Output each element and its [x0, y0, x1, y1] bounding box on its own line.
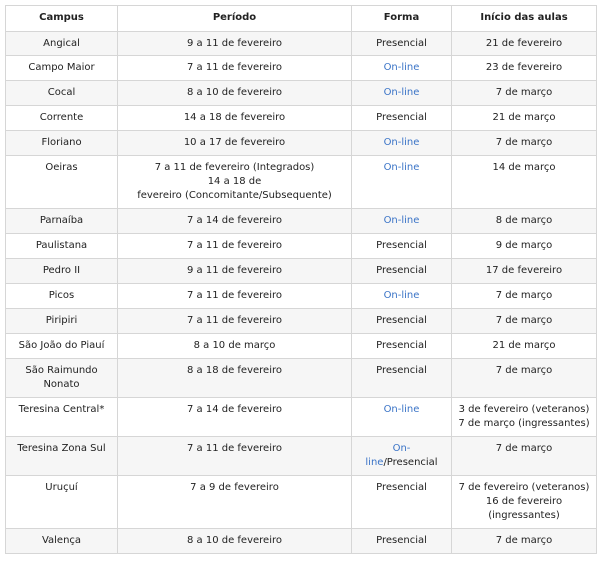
cell-campus-line: Pedro II	[42, 265, 81, 276]
table-row	[6, 81, 597, 106]
cell-campus-line: Nonato	[43, 379, 80, 390]
cell-campus	[6, 234, 118, 259]
table-row	[6, 209, 597, 234]
cell-inicio-line: 21 de março	[492, 340, 556, 351]
cell-forma-line: Presencial	[376, 240, 427, 251]
cell-periodo-line: 7 a 11 de fevereiro (Integrados)	[154, 162, 315, 173]
cell-inicio-line: 7 de março	[495, 87, 553, 98]
cell-campus-line: Corrente	[39, 112, 84, 123]
cell-forma-line: Presencial	[376, 265, 427, 276]
cell-periodo	[118, 209, 352, 234]
cell-campus	[6, 529, 118, 554]
cell-periodo-line: 8 a 18 de fevereiro	[186, 365, 282, 376]
cell-forma	[352, 529, 452, 554]
cell-forma[interactable]	[352, 398, 452, 437]
cell-forma[interactable]	[352, 56, 452, 81]
cell-forma-line[interactable]: On-line	[383, 404, 420, 415]
cell-periodo	[118, 529, 352, 554]
table-row	[6, 156, 597, 209]
cell-forma	[352, 437, 452, 476]
cell-periodo	[118, 32, 352, 56]
cell-forma-line	[356, 456, 447, 470]
cell-forma-line: Presencial	[376, 38, 427, 49]
cell-campus-line: Teresina Zona Sul	[17, 443, 106, 454]
cell-periodo-line: 9 a 11 de fevereiro	[186, 38, 282, 49]
cell-forma	[352, 334, 452, 359]
header-campus: Campus	[6, 6, 118, 32]
cell-forma-line: Presencial	[376, 112, 427, 123]
cell-campus-line: São João do Piauí	[18, 340, 105, 351]
cell-forma-line[interactable]: On-line	[383, 87, 420, 98]
cell-inicio-line: 14 de março	[492, 162, 556, 173]
cell-periodo	[118, 437, 352, 476]
cell-forma-line[interactable]: On-line	[383, 62, 420, 73]
cell-forma	[352, 32, 452, 56]
cell-campus-line: Piripiri	[45, 315, 78, 326]
online-link-part[interactable]: line	[365, 457, 384, 468]
cell-periodo-line: 7 a 11 de fevereiro	[186, 240, 282, 251]
cell-periodo-line: 7 a 11 de fevereiro	[186, 315, 282, 326]
cell-forma	[352, 234, 452, 259]
cell-forma[interactable]	[352, 131, 452, 156]
cell-campus-line: Floriano	[41, 137, 82, 148]
table-row	[6, 476, 597, 529]
cell-inicio	[452, 437, 597, 476]
cell-campus	[6, 476, 118, 529]
cell-periodo-line: 7 a 11 de fevereiro	[186, 443, 282, 454]
cell-periodo	[118, 284, 352, 309]
table-row	[6, 259, 597, 284]
presencial-part: /Presencial	[383, 457, 438, 468]
cell-inicio-line: 7 de fevereiro (veteranos)	[458, 482, 590, 493]
cell-periodo-line: 8 a 10 de fevereiro	[186, 87, 282, 98]
cell-inicio-line: 23 de fevereiro	[485, 62, 563, 73]
cell-inicio-line: 7 de março	[495, 365, 553, 376]
cell-campus	[6, 359, 118, 398]
cell-campus-line: Angical	[43, 38, 80, 49]
cell-campus-line: Uruçuí	[45, 482, 78, 493]
table-row	[6, 32, 597, 56]
cell-inicio	[452, 398, 597, 437]
cell-forma	[352, 259, 452, 284]
cell-inicio	[452, 259, 597, 284]
cell-forma-line: On-	[392, 443, 411, 454]
cell-forma-line: Presencial	[376, 365, 427, 376]
cell-forma-line[interactable]: On-line	[383, 162, 420, 173]
cell-campus-line: Campo Maior	[28, 62, 95, 73]
cell-periodo	[118, 334, 352, 359]
cell-inicio-line: 7 de março	[495, 290, 553, 301]
table-row	[6, 56, 597, 81]
cell-inicio	[452, 334, 597, 359]
table-row	[6, 398, 597, 437]
cell-periodo	[118, 81, 352, 106]
cell-forma[interactable]	[352, 209, 452, 234]
cell-inicio-line: 9 de março	[495, 240, 553, 251]
cell-inicio-line: 7 de março	[495, 535, 553, 546]
cell-forma-line[interactable]: On-line	[383, 137, 420, 148]
cell-inicio-line: (ingressantes)	[488, 510, 560, 521]
cell-campus	[6, 334, 118, 359]
cell-inicio-line: 21 de março	[492, 112, 556, 123]
cell-periodo-line: 7 a 14 de fevereiro	[186, 215, 282, 226]
cell-campus	[6, 156, 118, 209]
cell-campus-line: Parnaíba	[39, 215, 84, 226]
cell-campus-line: Teresina Central*	[18, 404, 105, 415]
cell-inicio	[452, 209, 597, 234]
cell-campus-line: Valença	[41, 535, 82, 546]
cell-periodo	[118, 398, 352, 437]
cell-periodo-line: 14 a 18 de	[207, 176, 262, 187]
cell-forma-line[interactable]: On-line	[383, 290, 420, 301]
cell-campus	[6, 106, 118, 131]
cell-campus	[6, 309, 118, 334]
cell-periodo	[118, 156, 352, 209]
cell-inicio	[452, 106, 597, 131]
cell-inicio	[452, 156, 597, 209]
cell-periodo	[118, 131, 352, 156]
cell-inicio-line: 7 de março	[495, 315, 553, 326]
cell-campus-line: São Raimundo	[25, 365, 98, 376]
cell-inicio	[452, 284, 597, 309]
cell-inicio-line: 7 de março	[495, 443, 553, 454]
cell-campus	[6, 398, 118, 437]
cell-forma-line: Presencial	[376, 315, 427, 326]
cell-inicio-line: 17 de fevereiro	[485, 265, 563, 276]
header-periodo: Período	[118, 6, 352, 32]
cell-campus	[6, 209, 118, 234]
cell-inicio	[452, 529, 597, 554]
cell-campus	[6, 131, 118, 156]
cell-inicio	[452, 56, 597, 81]
cell-forma-line: Presencial	[376, 340, 427, 351]
cell-campus	[6, 259, 118, 284]
cell-inicio-line: 16 de fevereiro	[485, 496, 563, 507]
table-header-row	[6, 6, 597, 32]
cell-forma	[352, 359, 452, 398]
header-inicio: Início das aulas	[452, 6, 597, 32]
table-row	[6, 437, 597, 476]
cell-inicio	[452, 131, 597, 156]
cell-periodo-line: 9 a 11 de fevereiro	[186, 265, 282, 276]
cell-inicio	[452, 359, 597, 398]
cell-campus-line: Oeiras	[45, 162, 78, 173]
cell-forma	[352, 476, 452, 529]
cell-inicio-line: 7 de março	[495, 137, 553, 148]
cell-periodo	[118, 359, 352, 398]
cell-inicio	[452, 309, 597, 334]
table-row	[6, 131, 597, 156]
schedule-table	[5, 5, 597, 554]
table-row	[6, 334, 597, 359]
table-body	[6, 32, 597, 554]
cell-inicio-line: 8 de março	[495, 215, 553, 226]
table-row	[6, 309, 597, 334]
cell-forma-line[interactable]: On-line	[383, 215, 420, 226]
cell-campus-line: Picos	[48, 290, 75, 301]
cell-inicio-line: 21 de fevereiro	[485, 38, 563, 49]
cell-forma[interactable]	[352, 81, 452, 106]
cell-forma[interactable]	[352, 156, 452, 209]
cell-periodo	[118, 309, 352, 334]
cell-forma-line: Presencial	[376, 482, 427, 493]
cell-inicio-line: 3 de fevereiro (veteranos)	[458, 404, 590, 415]
cell-periodo-line: 7 a 9 de fevereiro	[190, 482, 279, 493]
table-row	[6, 359, 597, 398]
cell-campus-line: Paulistana	[35, 240, 88, 251]
cell-periodo-line: 7 a 11 de fevereiro	[186, 62, 282, 73]
cell-periodo-line: 14 a 18 de fevereiro	[183, 112, 286, 123]
cell-inicio	[452, 81, 597, 106]
table-row	[6, 284, 597, 309]
cell-periodo-line: 8 a 10 de março	[193, 340, 276, 351]
header-forma: Forma	[352, 6, 452, 32]
cell-campus	[6, 32, 118, 56]
cell-forma[interactable]	[352, 284, 452, 309]
cell-campus-line: Cocal	[47, 87, 76, 98]
cell-periodo	[118, 106, 352, 131]
cell-campus	[6, 284, 118, 309]
cell-forma-line: Presencial	[376, 535, 427, 546]
cell-campus	[6, 56, 118, 81]
cell-periodo	[118, 234, 352, 259]
cell-periodo	[118, 476, 352, 529]
cell-forma	[352, 309, 452, 334]
table-row	[6, 529, 597, 554]
table-row	[6, 234, 597, 259]
cell-periodo-line: fevereiro (Concomitante/Subsequente)	[137, 190, 332, 201]
cell-periodo-line: 8 a 10 de fevereiro	[186, 535, 282, 546]
cell-periodo-line: 7 a 14 de fevereiro	[186, 404, 282, 415]
cell-inicio	[452, 234, 597, 259]
cell-campus	[6, 81, 118, 106]
table-row	[6, 106, 597, 131]
cell-periodo	[118, 259, 352, 284]
cell-inicio	[452, 476, 597, 529]
cell-periodo-line: 7 a 11 de fevereiro	[186, 290, 282, 301]
cell-periodo-line: 10 a 17 de fevereiro	[183, 137, 286, 148]
cell-inicio	[452, 32, 597, 56]
cell-campus	[6, 437, 118, 476]
cell-inicio-line: 7 de março (ingressantes)	[458, 418, 590, 429]
cell-forma	[352, 106, 452, 131]
cell-periodo	[118, 56, 352, 81]
